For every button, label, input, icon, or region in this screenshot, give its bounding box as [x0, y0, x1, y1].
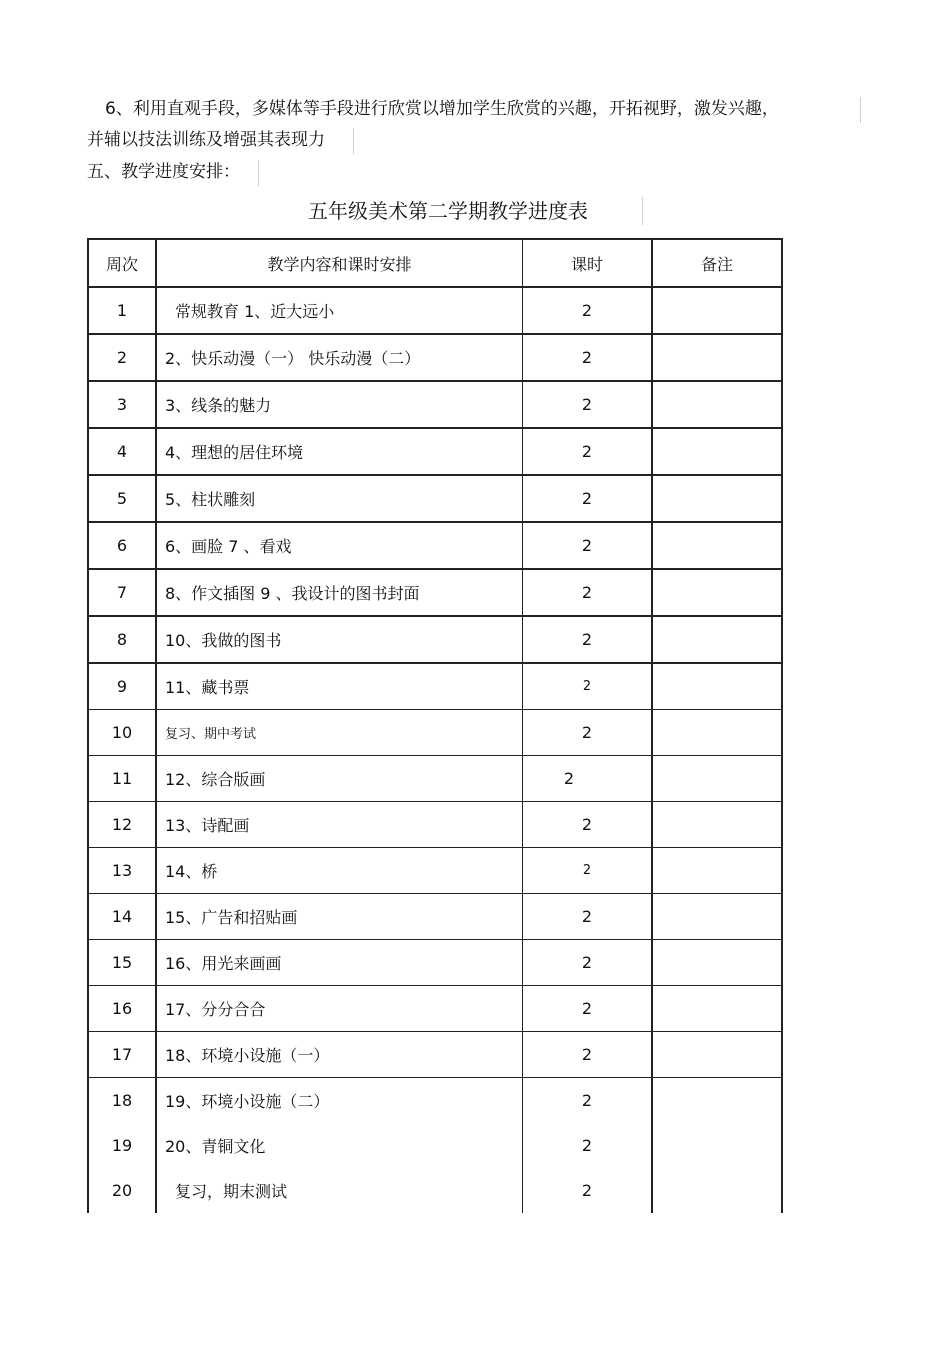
table-row [88, 663, 782, 710]
content-cell: 17、分分合合 [156, 986, 523, 1032]
hours-cell: 2 [523, 1123, 653, 1168]
table-row [88, 522, 782, 569]
week-cell: 1 [88, 287, 156, 334]
week-cell: 7 [88, 569, 156, 616]
note-cell [652, 475, 782, 522]
note-cell [652, 1078, 782, 1124]
table-row [88, 1123, 782, 1168]
text-boundary-mark [860, 97, 861, 123]
hours-cell: 2 [523, 894, 653, 940]
table-row [88, 616, 782, 663]
note-cell [652, 522, 782, 569]
content-cell: 19、环境小设施（二） [156, 1078, 523, 1124]
section-heading: 五、教学进度安排： [87, 162, 240, 182]
content-cell: 14、桥 [156, 848, 523, 894]
note-cell [652, 894, 782, 940]
header-note: 备注 [652, 239, 782, 287]
header-week: 周次 [88, 239, 156, 287]
hours-cell: 2 [523, 287, 653, 334]
hours-cell: 2 [523, 522, 653, 569]
note-cell [652, 1168, 782, 1213]
content-cell: 5、柱状雕刻 [156, 475, 523, 522]
table-row [88, 848, 782, 894]
paragraph-line-2: 并辅以技法训练及增强其表现力 [87, 130, 325, 150]
content-cell: 10、我做的图书 [156, 616, 523, 663]
table-row [88, 894, 782, 940]
text-boundary-mark [258, 160, 259, 186]
content-cell: 13、诗配画 [156, 802, 523, 848]
week-cell: 3 [88, 381, 156, 428]
week-cell: 2 [88, 334, 156, 381]
note-cell [652, 287, 782, 334]
table-row [88, 381, 782, 428]
note-cell [652, 756, 782, 802]
hours-cell: 2 [523, 802, 653, 848]
note-cell [652, 802, 782, 848]
table-row [88, 287, 782, 334]
hours-cell [523, 756, 653, 802]
content-cell: 12、综合版画 [156, 756, 523, 802]
content-cell: 3、线条的魅力 [156, 381, 523, 428]
note-cell [652, 986, 782, 1032]
week-cell: 16 [88, 986, 156, 1032]
text-boundary-mark [642, 197, 643, 225]
hours-cell: 2 [523, 1032, 653, 1078]
week-cell: 8 [88, 616, 156, 663]
week-cell: 13 [88, 848, 156, 894]
table-row [88, 334, 782, 381]
week-cell: 5 [88, 475, 156, 522]
content-cell [156, 287, 523, 334]
hours-cell: 2 [523, 428, 653, 475]
note-cell [652, 663, 782, 710]
note-cell [652, 569, 782, 616]
hours-cell: 2 [523, 940, 653, 986]
table-row [88, 710, 782, 756]
note-cell [652, 940, 782, 986]
hours-cell: 2 [523, 986, 653, 1032]
schedule-table [87, 238, 783, 1213]
hours-cell: 2 [523, 334, 653, 381]
week-cell: 11 [88, 756, 156, 802]
table-row [88, 1078, 782, 1124]
content-cell: 2、快乐动漫（一） 快乐动漫（二） [156, 334, 523, 381]
table-row [88, 1168, 782, 1213]
header-content: 教学内容和课时安排 [156, 239, 523, 287]
content-text: 常规教育 1、近大远小 [175, 302, 335, 321]
note-cell [652, 1032, 782, 1078]
table-title: 五年级美术第二学期教学进度表 [308, 199, 588, 223]
week-cell: 14 [88, 894, 156, 940]
week-cell: 15 [88, 940, 156, 986]
content-cell: 15、广告和招贴画 [156, 894, 523, 940]
week-cell: 17 [88, 1032, 156, 1078]
table-row [88, 569, 782, 616]
content-cell: 20、青铜文化 [156, 1123, 523, 1168]
header-hours: 课时 [523, 239, 653, 287]
week-cell: 12 [88, 802, 156, 848]
hours-cell: 2 [523, 381, 653, 428]
table-row [88, 428, 782, 475]
hours-cell: 2 [523, 1168, 653, 1213]
note-cell [652, 381, 782, 428]
content-cell: 8、作文插图 9 、我设计的图书封面 [156, 569, 523, 616]
content-cell: 18、环境小设施（一） [156, 1032, 523, 1078]
week-cell: 19 [88, 1123, 156, 1168]
paragraph-line-1: 6、利用直观手段，多媒体等手段进行欣赏以增加学生欣赏的兴趣，开拓视野，激发兴趣， [105, 99, 779, 119]
table-row [88, 756, 782, 802]
hours-cell: 2 [523, 569, 653, 616]
hours-cell: 2 [523, 710, 653, 756]
hours-cell: 2 [523, 848, 653, 894]
hours-cell: 2 [523, 1078, 653, 1124]
week-cell: 4 [88, 428, 156, 475]
table-header-row [88, 239, 782, 287]
content-cell: 复习、期中考试 [156, 710, 523, 756]
note-cell [652, 848, 782, 894]
content-cell: 16、用光来画画 [156, 940, 523, 986]
table-row [88, 940, 782, 986]
content-cell [156, 1168, 523, 1213]
note-cell [652, 710, 782, 756]
note-cell [652, 1123, 782, 1168]
content-cell: 4、理想的居住环境 [156, 428, 523, 475]
table-row [88, 986, 782, 1032]
hours-cell: 2 [523, 663, 653, 710]
week-cell: 9 [88, 663, 156, 710]
table-row [88, 802, 782, 848]
note-cell [652, 428, 782, 475]
hours-text: 2 [563, 769, 575, 788]
note-cell [652, 616, 782, 663]
content-cell: 6、画脸 7 、看戏 [156, 522, 523, 569]
week-cell: 20 [88, 1168, 156, 1213]
week-cell: 18 [88, 1078, 156, 1124]
week-cell: 10 [88, 710, 156, 756]
text-boundary-mark [353, 128, 354, 154]
content-cell: 11、藏书票 [156, 663, 523, 710]
hours-cell: 2 [523, 475, 653, 522]
week-cell: 6 [88, 522, 156, 569]
hours-cell: 2 [523, 616, 653, 663]
note-cell [652, 334, 782, 381]
table-row [88, 1032, 782, 1078]
content-text: 复习，期末测试 [175, 1182, 288, 1201]
table-row [88, 475, 782, 522]
